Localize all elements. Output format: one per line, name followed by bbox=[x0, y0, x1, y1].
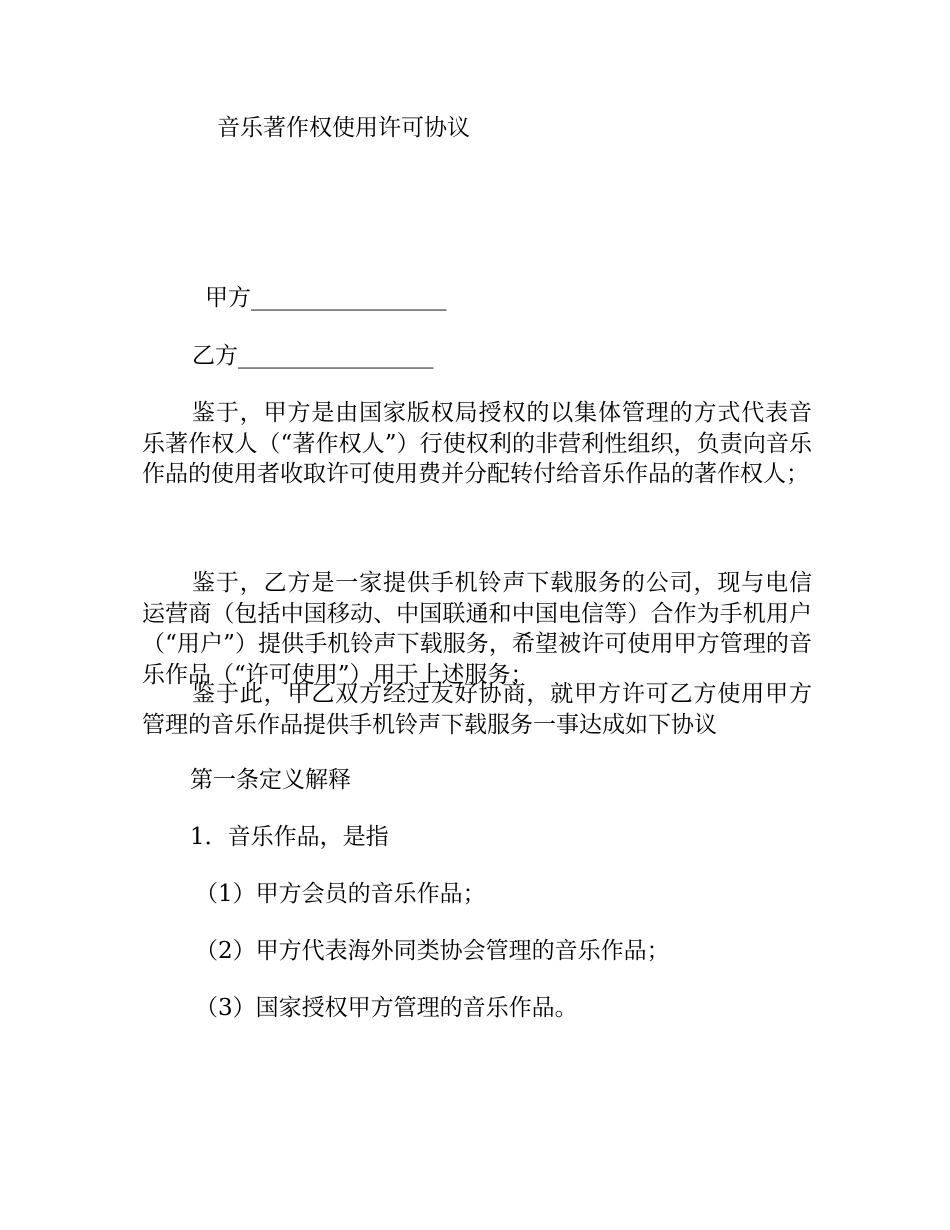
definition-item-1: 1．音乐作品，是指 bbox=[190, 824, 389, 850]
definition-subitem-2: （2）甲方代表海外同类协会管理的音乐作品； bbox=[195, 938, 670, 964]
article-1-heading: 第一条定义解释 bbox=[190, 767, 351, 793]
definition-subitem-1: （1）甲方会员的音乐作品； bbox=[195, 881, 486, 907]
recital-paragraph-2: 鉴于，乙方是一家提供手机铃声下载服务的公司，现与电信运营商（包括中国移动、中国联通和中国电信等）合作为手机用户（“用户”）提供手机铃声下载服务，希望被许可使用甲方管理的音乐作品（“许可使用”）用于上述服务； bbox=[142, 570, 812, 688]
recital-paragraph-3: 鉴于此，甲乙双方经过友好协商，就甲方许可乙方使用甲方管理的音乐作品提供手机铃声下载服务一事达成如下协议 bbox=[142, 681, 812, 738]
recital-paragraph-1: 鉴于，甲方是由国家版权局授权的以集体管理的方式代表音乐著作权人（“著作权人”）行使权利的非营利性组织，负责向音乐作品的使用者收取许可使用费并分配转付给音乐作品的著作权人； bbox=[142, 400, 812, 487]
party-a-field: 甲方_________________ bbox=[205, 285, 447, 311]
party-b-field: 乙方_________________ bbox=[192, 343, 434, 369]
definition-subitem-3: （3）国家授权甲方管理的音乐作品。 bbox=[195, 995, 578, 1021]
document-title: 音乐著作权使用许可协议 bbox=[217, 115, 470, 141]
